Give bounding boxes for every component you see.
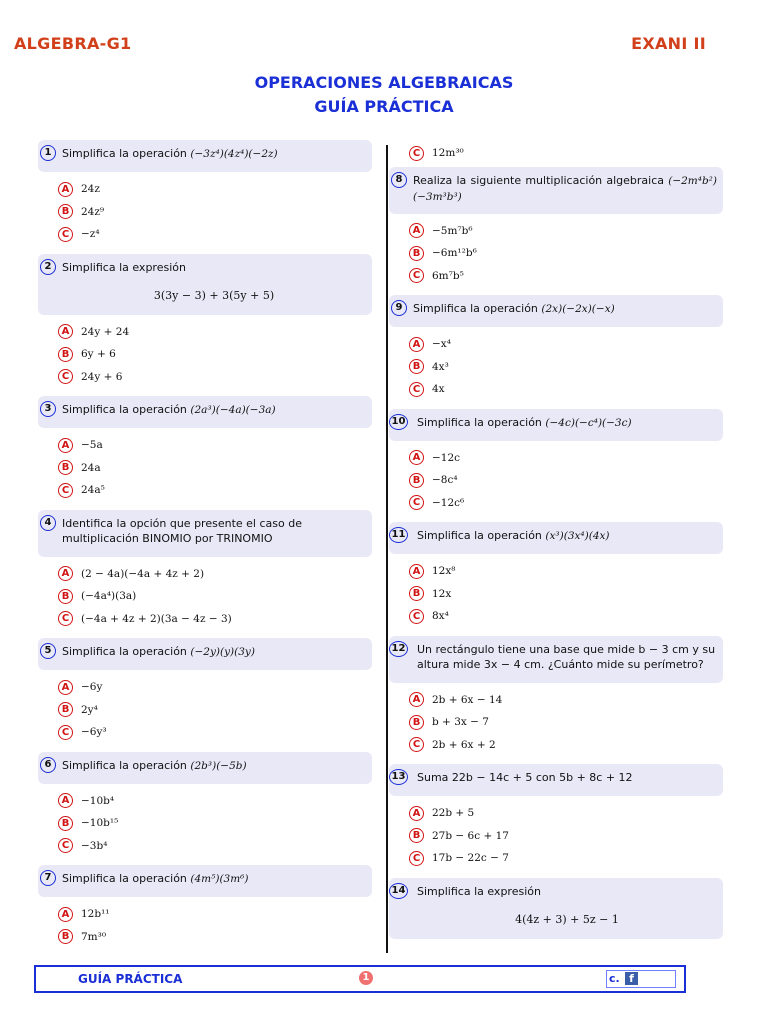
question-prompt <box>389 295 723 327</box>
option-letter: C <box>58 369 73 384</box>
option-letter: A <box>58 324 73 339</box>
option-b[interactable] <box>58 201 372 224</box>
option-letter: A <box>409 564 424 579</box>
right-column <box>389 140 723 947</box>
question-math: (−4c)(−c⁴)(−3c) <box>545 416 632 429</box>
question-text: Simplifica la operación <box>62 645 187 658</box>
option-c[interactable] <box>58 366 372 389</box>
question-1 <box>38 140 372 246</box>
option-text: −10b⁴ <box>81 794 115 807</box>
option-text: 24z <box>81 183 100 196</box>
option-letter: B <box>409 246 424 261</box>
question-prompt <box>389 409 723 441</box>
option-letter: C <box>409 495 424 510</box>
question-text: Simplifica la operación <box>417 529 542 542</box>
option-a[interactable] <box>58 563 372 586</box>
question-7-continued <box>389 140 723 165</box>
question-prompt <box>38 254 372 315</box>
option-letter: B <box>58 702 73 717</box>
options <box>38 784 372 858</box>
option-a[interactable] <box>409 689 723 712</box>
option-text: −5m⁷b⁶ <box>432 224 473 237</box>
question-4 <box>38 510 372 631</box>
question-text: Simplifica la operación <box>62 403 187 416</box>
facebook-icon[interactable]: f <box>625 972 638 985</box>
option-a[interactable] <box>409 802 723 825</box>
option-letter: B <box>58 816 73 831</box>
option-c[interactable] <box>409 847 723 870</box>
social-prefix: c. <box>609 972 620 985</box>
option-letter: B <box>409 715 424 730</box>
option-text: −x⁴ <box>432 338 451 351</box>
question-6 <box>38 752 372 858</box>
option-letter: B <box>58 460 73 475</box>
question-12 <box>389 636 723 757</box>
question-text: Identifica la opción que presente el caso de multiplicación BINOMIO por TRINOMIO <box>62 516 302 545</box>
option-text: 6m⁷b⁵ <box>432 269 464 282</box>
page-subtitle: GUÍA PRÁCTICA <box>314 97 454 116</box>
option-text: −z⁴ <box>81 228 100 241</box>
option-b[interactable] <box>58 699 372 722</box>
question-math: (2a³)(−4a)(−3a) <box>190 404 276 416</box>
option-letter: A <box>409 223 424 238</box>
social-link[interactable] <box>606 970 676 988</box>
option-letter: A <box>409 337 424 352</box>
option-b[interactable] <box>58 926 372 949</box>
question-number: 14 <box>389 883 408 899</box>
options <box>38 670 372 744</box>
question-math: (−3z⁴)(4z⁴)(−2z) <box>190 148 278 160</box>
options <box>38 557 372 631</box>
question-prompt <box>38 510 372 557</box>
option-c[interactable] <box>58 223 372 246</box>
options <box>389 140 723 165</box>
option-text: 27b − 6c + 17 <box>432 829 509 842</box>
option-text: 24a <box>81 461 101 474</box>
option-text: 2b + 6x − 14 <box>432 693 503 706</box>
option-letter: C <box>409 268 424 283</box>
question-number: 4 <box>40 515 56 531</box>
option-letter: A <box>58 182 73 197</box>
question-3 <box>38 396 372 502</box>
option-a[interactable] <box>58 903 372 926</box>
column-divider <box>386 145 388 953</box>
option-text: 22b + 5 <box>432 807 475 820</box>
question-prompt <box>38 865 372 897</box>
option-text: 4x <box>432 383 445 396</box>
option-b[interactable] <box>409 242 723 265</box>
option-text: −5a <box>81 439 103 452</box>
question-number: 11 <box>389 527 408 543</box>
option-b[interactable] <box>58 457 372 480</box>
question-number: 5 <box>40 643 56 659</box>
option-letter: B <box>409 473 424 488</box>
option-letter: B <box>58 347 73 362</box>
option-letter: C <box>409 382 424 397</box>
options <box>38 428 372 502</box>
option-text: 17b − 22c − 7 <box>432 852 509 865</box>
option-letter: C <box>409 737 424 752</box>
option-c[interactable] <box>409 142 723 165</box>
options <box>389 554 723 628</box>
option-text: (−4a⁴)(3a) <box>81 590 137 603</box>
question-expression: 3(3y − 3) + 3(5y + 5) <box>153 288 275 302</box>
page-number: 1 <box>359 971 373 985</box>
question-text: Simplifica la operación <box>417 415 542 429</box>
question-number: 3 <box>40 401 56 417</box>
question-13 <box>389 764 723 870</box>
option-letter: C <box>409 146 424 161</box>
option-text: 2b + 6x + 2 <box>432 738 496 751</box>
option-c[interactable] <box>58 608 372 631</box>
option-a[interactable] <box>409 560 723 583</box>
question-text: Simplifica la operación <box>62 147 187 160</box>
question-text: Simplifica la operación <box>62 758 187 772</box>
page-footer <box>34 965 686 993</box>
question-number: 9 <box>391 300 407 316</box>
option-letter: B <box>58 929 73 944</box>
question-prompt <box>38 638 372 670</box>
option-text: −6m¹²b⁶ <box>432 247 477 260</box>
option-a[interactable] <box>58 321 372 344</box>
option-letter: A <box>58 438 73 453</box>
option-letter: A <box>58 907 73 922</box>
option-letter: A <box>58 680 73 695</box>
option-letter: A <box>58 566 73 581</box>
option-text: 24y + 6 <box>81 370 123 383</box>
question-number: 10 <box>389 414 408 430</box>
option-text: −12c <box>432 451 461 464</box>
left-column <box>38 140 372 956</box>
question-math: (−2y)(y)(3y) <box>190 646 255 658</box>
option-a[interactable] <box>409 333 723 356</box>
option-text: 12x⁸ <box>432 565 456 578</box>
question-14 <box>389 878 723 939</box>
question-number: 2 <box>40 259 56 275</box>
option-text: −3b⁴ <box>81 839 108 852</box>
option-b[interactable] <box>409 711 723 734</box>
question-10 <box>389 409 723 515</box>
options <box>389 683 723 757</box>
question-5 <box>38 638 372 744</box>
option-text: 6y + 6 <box>81 348 116 361</box>
option-text: −12c⁶ <box>432 496 465 509</box>
option-text: 24a⁵ <box>81 484 105 497</box>
option-letter: B <box>58 204 73 219</box>
question-prompt <box>389 636 723 683</box>
question-8 <box>389 167 723 288</box>
option-a[interactable] <box>58 178 372 201</box>
question-9 <box>389 295 723 401</box>
option-b[interactable] <box>409 825 723 848</box>
option-letter: B <box>409 828 424 843</box>
option-letter: C <box>409 609 424 624</box>
question-math: (x³)(3x⁴)(4x) <box>545 530 610 542</box>
option-text: 12m³⁰ <box>432 147 464 160</box>
question-prompt <box>389 878 723 939</box>
option-letter: A <box>409 450 424 465</box>
question-math: (2x)(−2x)(−x) <box>541 303 615 315</box>
page-title: OPERACIONES ALGEBRAICAS <box>254 73 514 92</box>
option-text: 7m³⁰ <box>81 930 107 943</box>
option-c[interactable] <box>409 265 723 288</box>
option-text: −6y³ <box>81 726 107 739</box>
option-text: −6y <box>81 681 103 694</box>
option-letter: A <box>409 806 424 821</box>
exam-header: EXANI II <box>631 34 706 53</box>
option-a[interactable] <box>409 220 723 243</box>
option-letter: C <box>409 851 424 866</box>
options <box>38 172 372 246</box>
question-prompt <box>389 167 723 214</box>
option-b[interactable] <box>409 583 723 606</box>
option-c[interactable] <box>409 492 723 515</box>
option-a[interactable] <box>58 676 372 699</box>
question-number: 7 <box>40 870 56 886</box>
option-letter: C <box>58 227 73 242</box>
question-text: Simplifica la operación <box>62 872 187 885</box>
option-letter: B <box>58 589 73 604</box>
question-prompt <box>38 396 372 428</box>
question-prompt <box>389 764 723 796</box>
option-text: 8x⁴ <box>432 610 449 623</box>
question-11 <box>389 522 723 628</box>
option-b[interactable] <box>409 469 723 492</box>
option-text: −10b¹⁵ <box>81 817 119 830</box>
option-c[interactable] <box>58 479 372 502</box>
option-a[interactable] <box>58 434 372 457</box>
option-b[interactable] <box>409 356 723 379</box>
option-letter: C <box>58 725 73 740</box>
option-text: 24z⁹ <box>81 205 105 218</box>
question-number: 6 <box>40 757 56 773</box>
option-text: b + 3x − 7 <box>432 716 489 729</box>
option-text: (2 − 4a)(−4a + 4z + 2) <box>81 567 205 580</box>
question-math: (4m⁵)(3m⁶) <box>190 873 249 885</box>
question-number: 13 <box>389 769 408 785</box>
options <box>38 315 372 389</box>
option-c[interactable] <box>58 835 372 858</box>
question-prompt <box>389 522 723 554</box>
option-text: 4x³ <box>432 360 449 373</box>
option-text: 12x <box>432 587 452 600</box>
question-text: Realiza la siguiente multiplicación algebraica <box>413 173 664 187</box>
option-letter: B <box>409 359 424 374</box>
option-letter: C <box>58 838 73 853</box>
option-c[interactable] <box>58 721 372 744</box>
option-text: 24y + 24 <box>81 325 130 338</box>
question-7 <box>38 865 372 948</box>
option-c[interactable] <box>409 605 723 628</box>
options <box>389 214 723 288</box>
question-number: 12 <box>389 641 408 657</box>
option-b[interactable] <box>58 812 372 835</box>
subject-header: ALGEBRA-G1 <box>14 34 132 53</box>
options <box>389 441 723 515</box>
options <box>38 897 372 948</box>
options <box>389 796 723 870</box>
option-a[interactable] <box>409 447 723 470</box>
question-expression: 4(4z + 3) + 5z − 1 <box>515 912 619 926</box>
option-letter: C <box>58 483 73 498</box>
footer-label: GUÍA PRÁCTICA <box>78 972 183 986</box>
option-a[interactable] <box>58 790 372 813</box>
option-letter: B <box>409 586 424 601</box>
option-c[interactable] <box>409 734 723 757</box>
question-prompt <box>38 140 372 172</box>
question-number: 1 <box>40 145 56 161</box>
option-letter: C <box>58 611 73 626</box>
options <box>389 327 723 401</box>
question-prompt <box>38 752 372 784</box>
option-letter: A <box>409 692 424 707</box>
option-text: (−4a + 4z + 2)(3a − 4z − 3) <box>81 612 232 625</box>
option-c[interactable] <box>409 378 723 401</box>
option-text: −8c⁴ <box>432 474 458 487</box>
question-math: (2b³)(−5b) <box>190 759 247 772</box>
question-math: (−2m⁴b²)(−3m³b³) <box>413 174 717 203</box>
question-number: 8 <box>391 172 407 188</box>
question-2 <box>38 254 372 389</box>
option-b[interactable] <box>58 585 372 608</box>
option-text: 2y⁴ <box>81 703 98 716</box>
option-text: 12b¹¹ <box>81 908 110 921</box>
option-b[interactable] <box>58 343 372 366</box>
question-text: Simplifica la expresión <box>417 884 541 898</box>
question-text: Un rectángulo tiene una base que mide b − 3 cm y su altura mide 3x − 4 cm. ¿Cuánto mide su perímetro? <box>417 642 716 671</box>
question-text: Suma 22b − 14c + 5 con 5b + 8c + 12 <box>417 771 633 784</box>
question-text: Simplifica la expresión <box>62 260 186 274</box>
option-letter: A <box>58 793 73 808</box>
question-text: Simplifica la operación <box>413 302 538 315</box>
